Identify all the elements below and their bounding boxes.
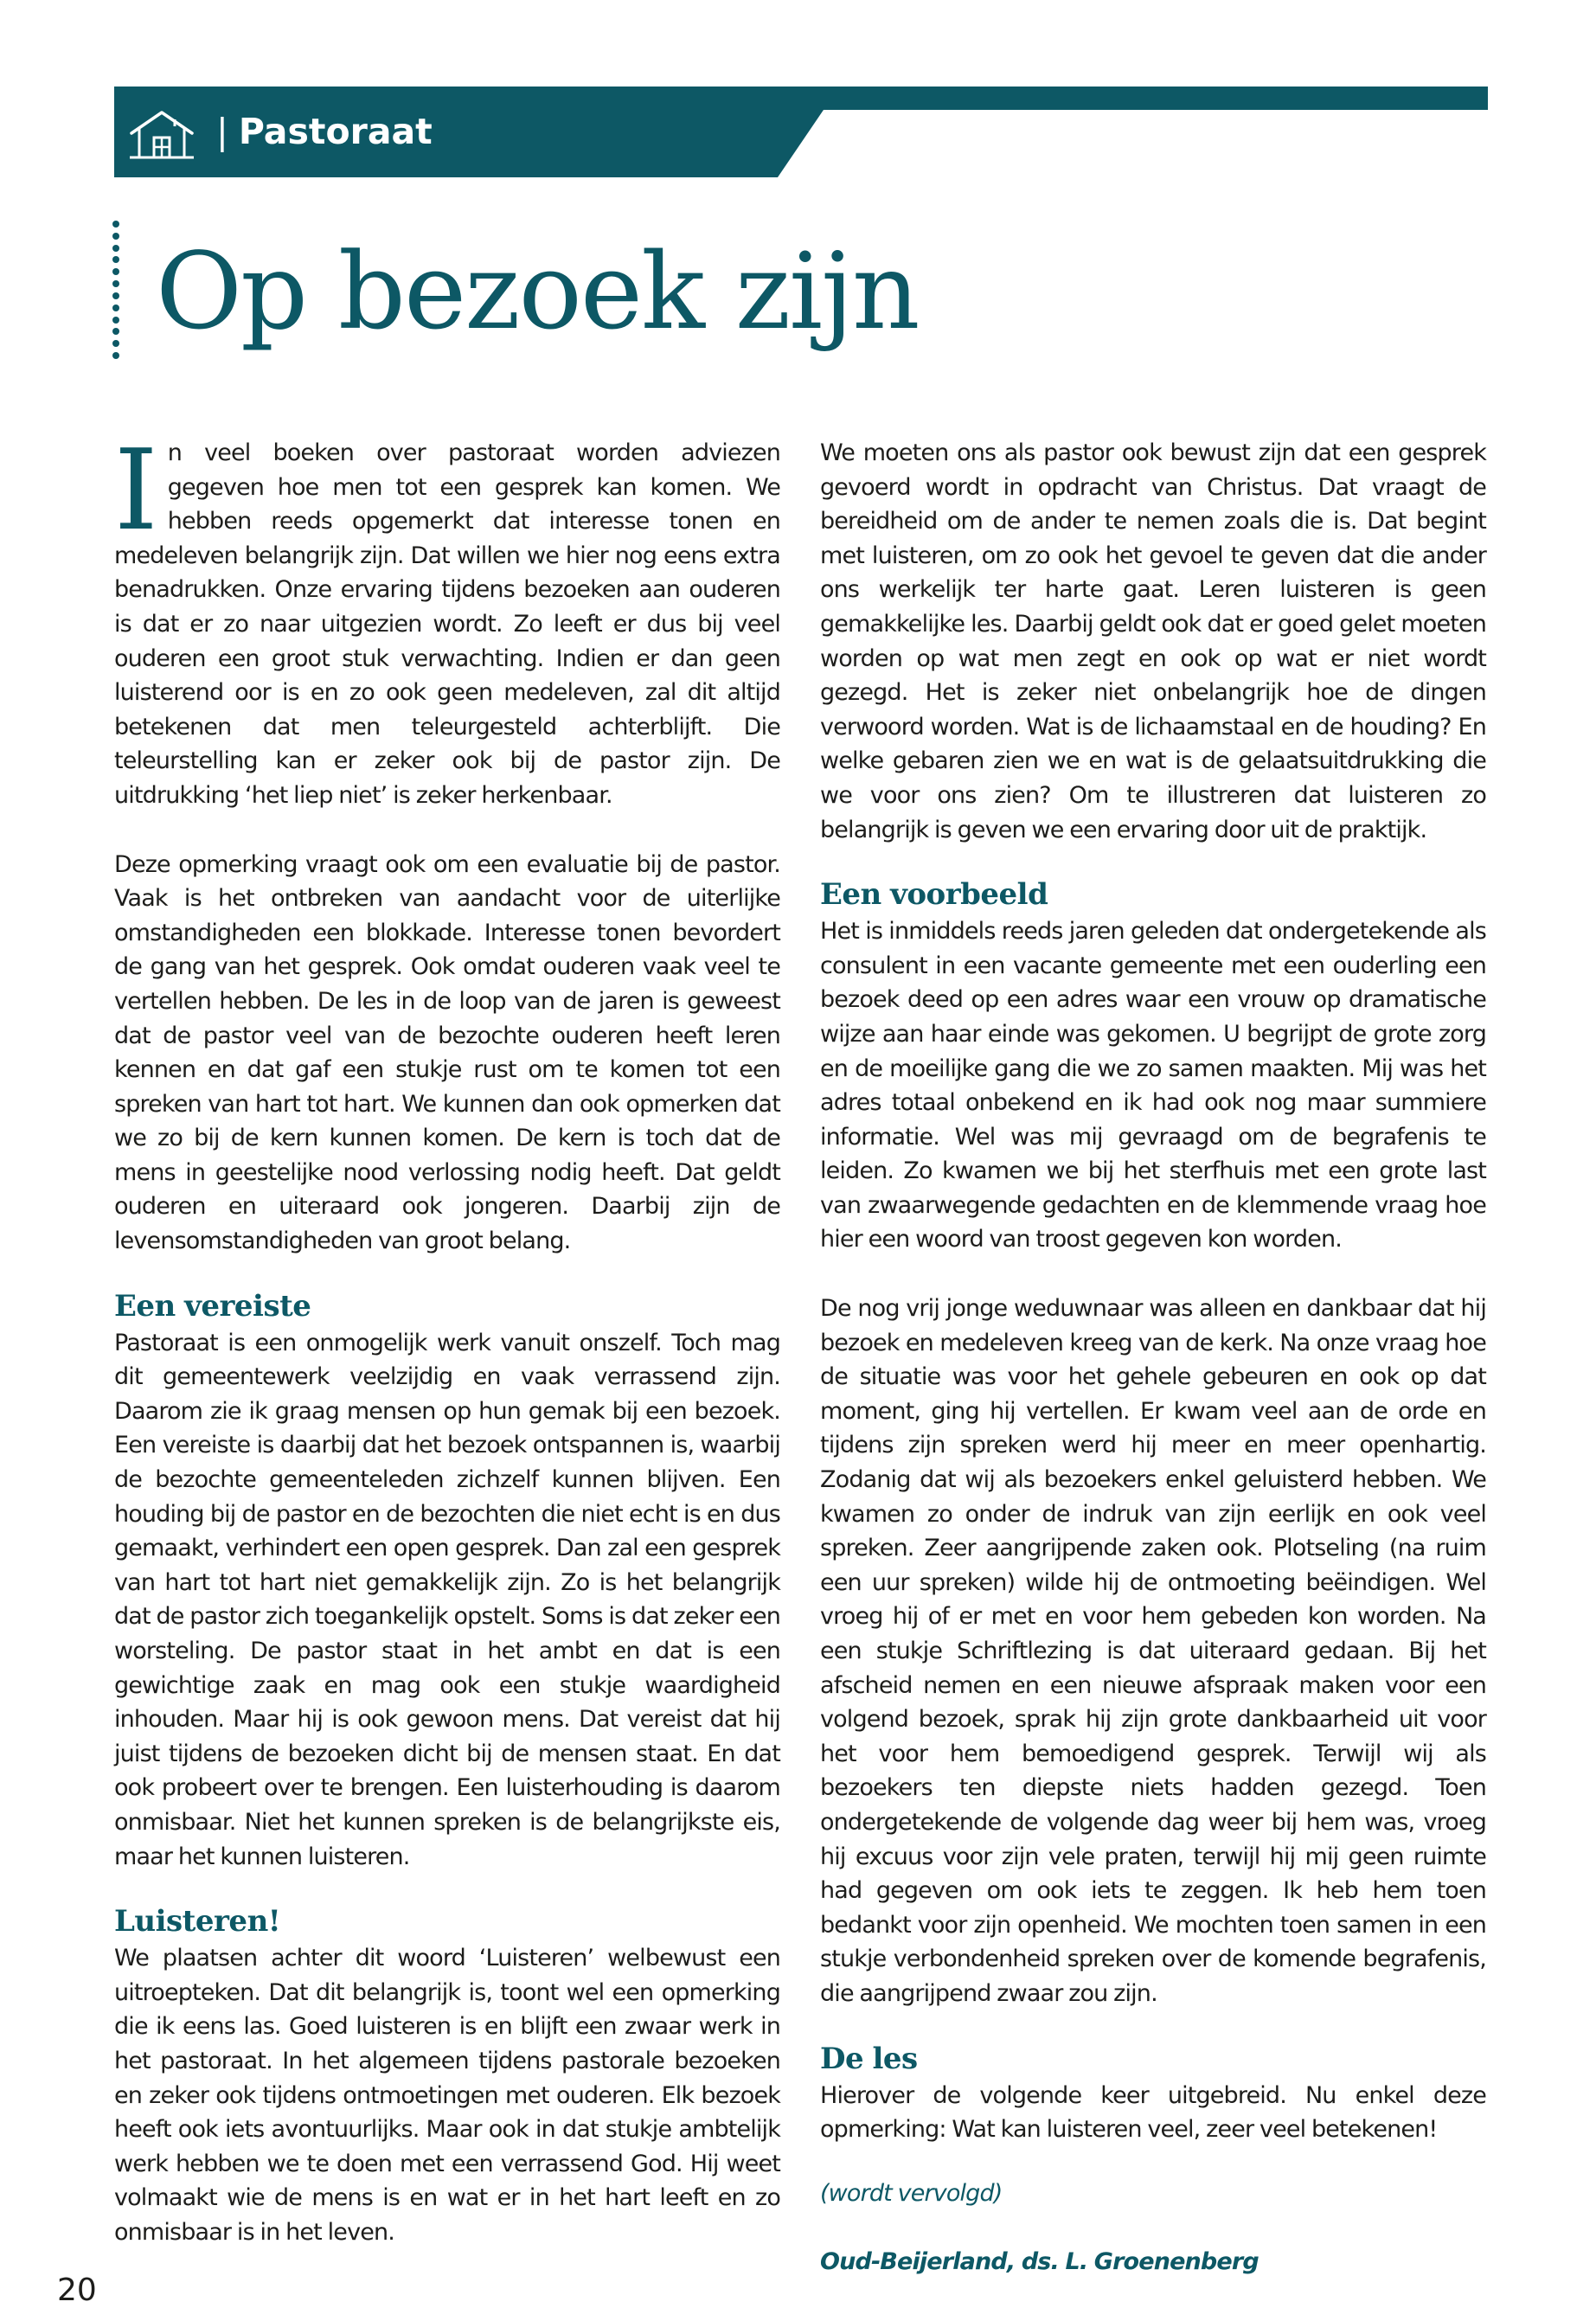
section-title: Pastoraat	[238, 111, 433, 152]
section-heading-luisteren: Luisteren!	[114, 1904, 281, 1939]
drop-cap: I	[114, 426, 157, 555]
section-heading-les: De les	[820, 2041, 918, 2076]
left-column	[114, 426, 780, 2250]
paragraph: Pastoraat is een onmogelijk werk vanuit onszelf. Toch mag dit gemeentewerk veelzijdig en vaak verrassend zijn. Daarom zie ik graag mensen op hun gemak bij een bezoek. Een vereiste is daarbij dat het bezoek ontspannen is, waarbij de bezochte gemeenteleden zichzelf kunnen blijven. Een houding bij de pastor en de bezochten die niet echt is en dus gemaakt, verhindert een open gesprek. Dan zal een gesprek van hart tot hart niet gemakkelijk zijn. Zo is het belangrijk dat de pastor zich toegankelijk opstelt. Soms is dat zeker een worsteling. De pastor staat in het ambt en dat is een gewichtige zaak en mag ook een stukje waardigheid inhouden. Maar hij is ook gewoon mens. Dat vereist dat hij juist tijdens de bezoeken dicht bij de mensen staat. En dat ook probeert over te brengen. Een luisterhouding is daarom onmisbaar. Niet het kunnen spreken is de belangrijkste eis, maar het kunnen luisteren.	[114, 1329, 780, 1870]
intro-paragraph	[114, 426, 780, 813]
paragraph: Het is inmiddels reeds jaren geleden dat ondergetekende als consulent in een vacante gemeente met een ouderling een bezoek deed op een adres waar een vrouw op dramatische wijze aan haar einde was gekomen. U begrijpt de grote zorg en de moeilijke gang die we zo samen maakten. Mij was het adres totaal onbekend en ik had ook nog maar summiere informatie. Wel was mij gevraagd om de begrafenis te leiden. Zo kwamen we bij het sterfhuis met een grote last van zwaarwegende gedachten en de klemmende vraag hoe hier een woord van troost gegeven kon worden.	[820, 918, 1486, 1253]
house-icon	[128, 109, 195, 161]
page-number: 20	[57, 2273, 97, 2308]
paragraph: We plaatsen achter dit woord ‘Luisteren’ welbewust een uitroepteken. Dat dit belangrijk is, toont wel een opmerking die ik eens las. Goed luisteren is en blijft een zwaar werk in het pastoraat. In het algemeen tijdens pastorale bezoeken en zeker ook tijdens ontmoetingen met ouderen. Elk bezoek heeft ook iets avontuurlijks. Maar ook in dat stukje ambtelijk werk hebben we te doen met een verrassend God. Hij weet volmaakt wie de mens is en wat er in het hart leeft en zo onmisbaar is in het leven.	[114, 1945, 780, 2246]
intro-text: n veel boeken over pastoraat worden adviezen gegeven hoe men tot een gesprek kan komen. We hebben reeds opgemerkt dat interesse tonen en medeleven belangrijk zijn. Dat willen we hier nog eens extra benadrukken. Onze ervaring tijdens bezoeken aan ouderen is dat er zo naar uitgezien wordt. Zo leeft er dus bij veel ouderen een groot stuk verwachting. Indien er dan geen luisterend oor is en zo ook geen medeleven, zal dit altijd betekenen dat men teleurgesteld achterblijft. Die teleurstelling kan er zeker ook bij de pastor zijn. De uitdrukking ‘het liep niet’ is zeker herkenbaar.	[114, 439, 780, 809]
section-separator: |	[216, 111, 228, 152]
right-column	[820, 436, 1486, 2279]
dotted-rule	[112, 221, 121, 359]
paragraph: Hierover de volgende keer uitgebreid. Nu enkel deze opmerking: Wat kan luisteren veel, zeer veel betekenen!	[820, 2081, 1486, 2144]
paragraph: We moeten ons als pastor ook bewust zijn dat een gesprek gevoerd wordt in opdracht van Christus. Dat vraagt de bereidheid om de ander te nemen zoals die is. Dat begint met luisteren, om zo ook het gevoel te geven dat die ander ons werkelijk ter harte gaat. Leren luisteren is geen gemakkelijke les. Daarbij geldt ook dat er goed gelet moeten worden op wat men zegt en ook op wat er niet wordt gezegd. Het is zeker niet onbelangrijk hoe de dingen verwoord worden. Wat is de lichaamstaal en de houding? En welke gebaren zien we en wat is de gelaatsuitdrukking die we voor ons zien? Om te illustreren dat luisteren zo belangrijk is geven we een ervaring door uit de praktijk.	[820, 439, 1486, 843]
continued-note: (wordt vervolgd)	[820, 2179, 1003, 2207]
paragraph: De nog vrij jonge weduwnaar was alleen en dankbaar dat hij bezoek en medeleven kreeg van de kerk. Na onze vraag hoe de situatie was voor het gehele gebeuren en ook op dat moment, ging hij vertellen. Er kwam veel aan de orde en tijdens zijn spreken werd hij meer en meer openhartig. Zodanig dat wij als bezoekers enkel geluisterd hebben. We kwamen zo onder de indruk van zijn eerlijk en ook veel spreken. Zeer aangrijpende zaken ook. Plotseling (na ruim een uur spreken) wilde hij de ontmoeting beëindigen. Wel vroeg hij of er met en voor hem gebeden kon worden. Na een stukje Schriftlezing is dat uiteraard gedaan. Bij het afscheid nemen en een nieuwe afspraak maken voor een volgend bezoek, sprak hij zijn grote dankbaarheid uit voor het voor hem bemoedigend gesprek. Terwijl wij als bezoekers ten diepste niets hadden gezegd. Toen ondergetekende de volgende dag weer bij hem was, vroeg hij excuus voor zijn vele praten, terwijl hij mij geen ruimte had gegeven om ook iets te zeggen. Ik heb hem toen bedankt voor zijn openheid. We mochten toen samen in een stukje verbondenheid spreken over de komende begrafenis, die aangrijpend zwaar zou zijn.	[820, 1295, 1486, 2007]
page-title: Op bezoek zijn	[156, 230, 919, 353]
section-heading-voorbeeld: Een voorbeeld	[820, 877, 1048, 913]
section-heading-vereiste: Een vereiste	[114, 1288, 311, 1324]
section-banner	[114, 87, 1488, 177]
section-label	[216, 107, 433, 156]
author-signature: Oud-Beijerland, ds. L. Groenenberg	[820, 2248, 1259, 2276]
paragraph: Deze opmerking vraagt ook om een evaluatie bij de pastor. Vaak is het ontbreken van aandacht voor de uiterlijke omstandigheden een blokkade. Interesse tonen bevordert de gang van het gesprek. Ook omdat ouderen vaak veel te vertellen hebben. De les in de loop van de jaren is geweest dat de pastor veel van de bezochte ouderen heeft leren kennen en dat gaf een stukje rust om te komen tot een spreken van hart tot hart. We kunnen dan ook opmerken dat we zo bij de kern kunnen komen. De kern is toch dat de mens in geestelijke nood verlossing nodig heeft. Dat geldt ouderen en uiteraard ook jongeren. Daarbij zijn de levensomstandigheden van groot belang.	[114, 850, 780, 1255]
